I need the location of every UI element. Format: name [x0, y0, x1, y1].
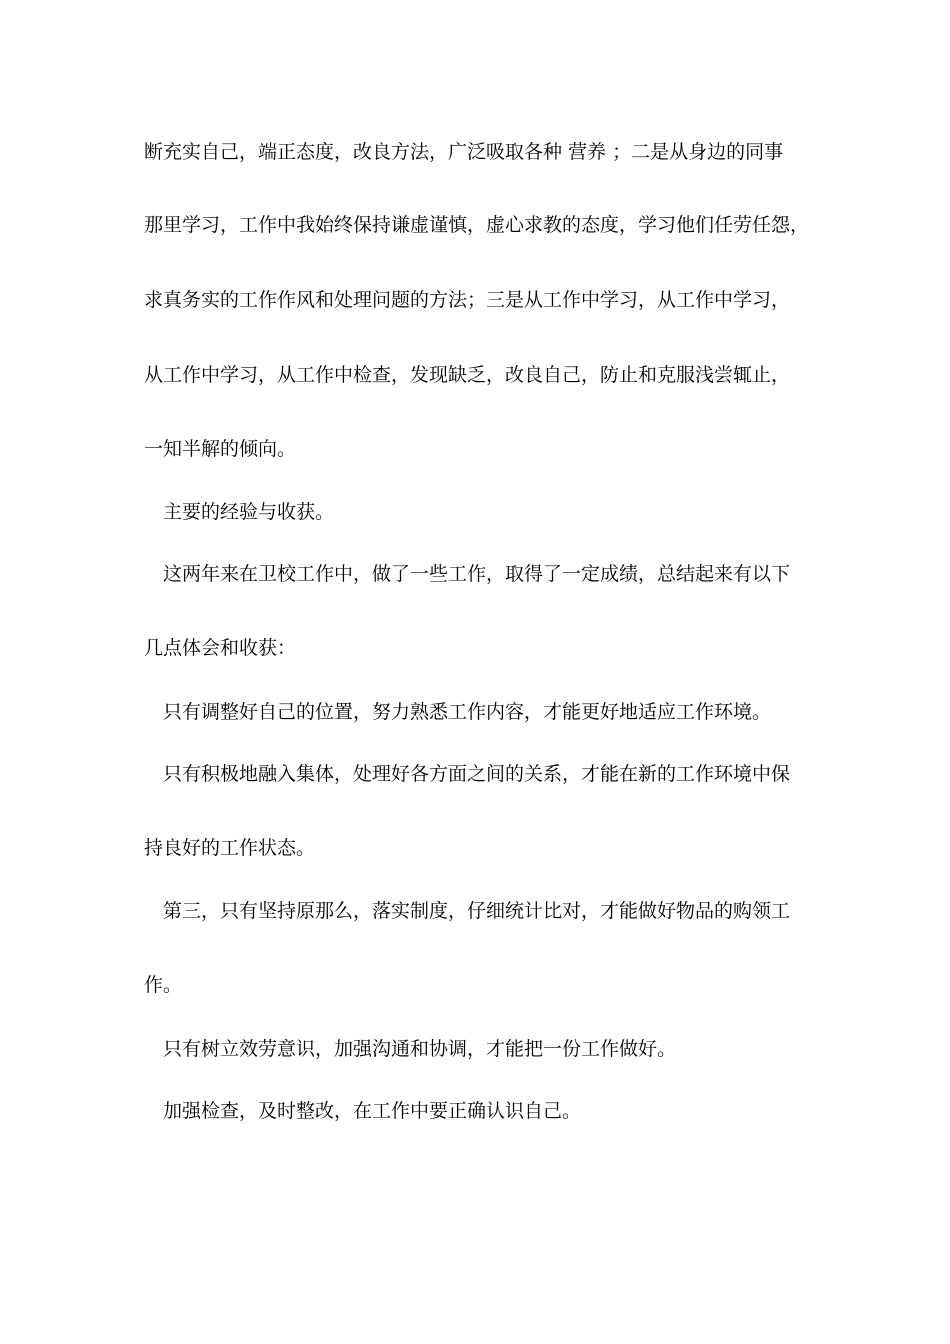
text-line: 那里学习，工作中我始终保持谦虚谨慎，虚心求教的态度，学习他们任劳任怨，	[144, 214, 810, 236]
section-heading: 主要的经验与收获。	[163, 501, 335, 523]
paragraph-line: 第三，只有坚持原那么，落实制度，仔细统计比对，才能做好物品的购领工	[163, 900, 791, 922]
text-line: 持良好的工作状态。	[144, 837, 316, 859]
text-line: 几点体会和收获：	[144, 637, 297, 659]
paragraph-line: 只有积极地融入集体，处理好各方面之间的关系，才能在新的工作环境中保	[163, 763, 791, 785]
text-line: 求真务实的工作作风和处理问题的方法；三是从工作中学习，从工作中学习，	[144, 289, 791, 311]
paragraph-line: 这两年来在卫校工作中，做了一些工作，取得了一定成绩，总结起来有以下	[163, 563, 791, 585]
text-line: 作。	[144, 974, 183, 996]
paragraph-line: 只有树立效劳意识，加强沟通和协调，才能把一份工作做好。	[163, 1038, 677, 1060]
text-line: 一知半解的倾向。	[144, 438, 297, 460]
paragraph-line: 加强检查，及时整改，在工作中要正确认识自己。	[163, 1100, 582, 1122]
paragraph-line: 只有调整好自己的位置，努力熟悉工作内容，才能更好地适应工作环境。	[163, 701, 772, 723]
text-line: 断充实自己，端正态度，改良方法，广泛吸取各种 营养 ；二是从身边的同事	[144, 141, 784, 163]
text-line: 从工作中学习，从工作中检查，发现缺乏，改良自己，防止和克服浅尝辄止，	[144, 364, 791, 386]
